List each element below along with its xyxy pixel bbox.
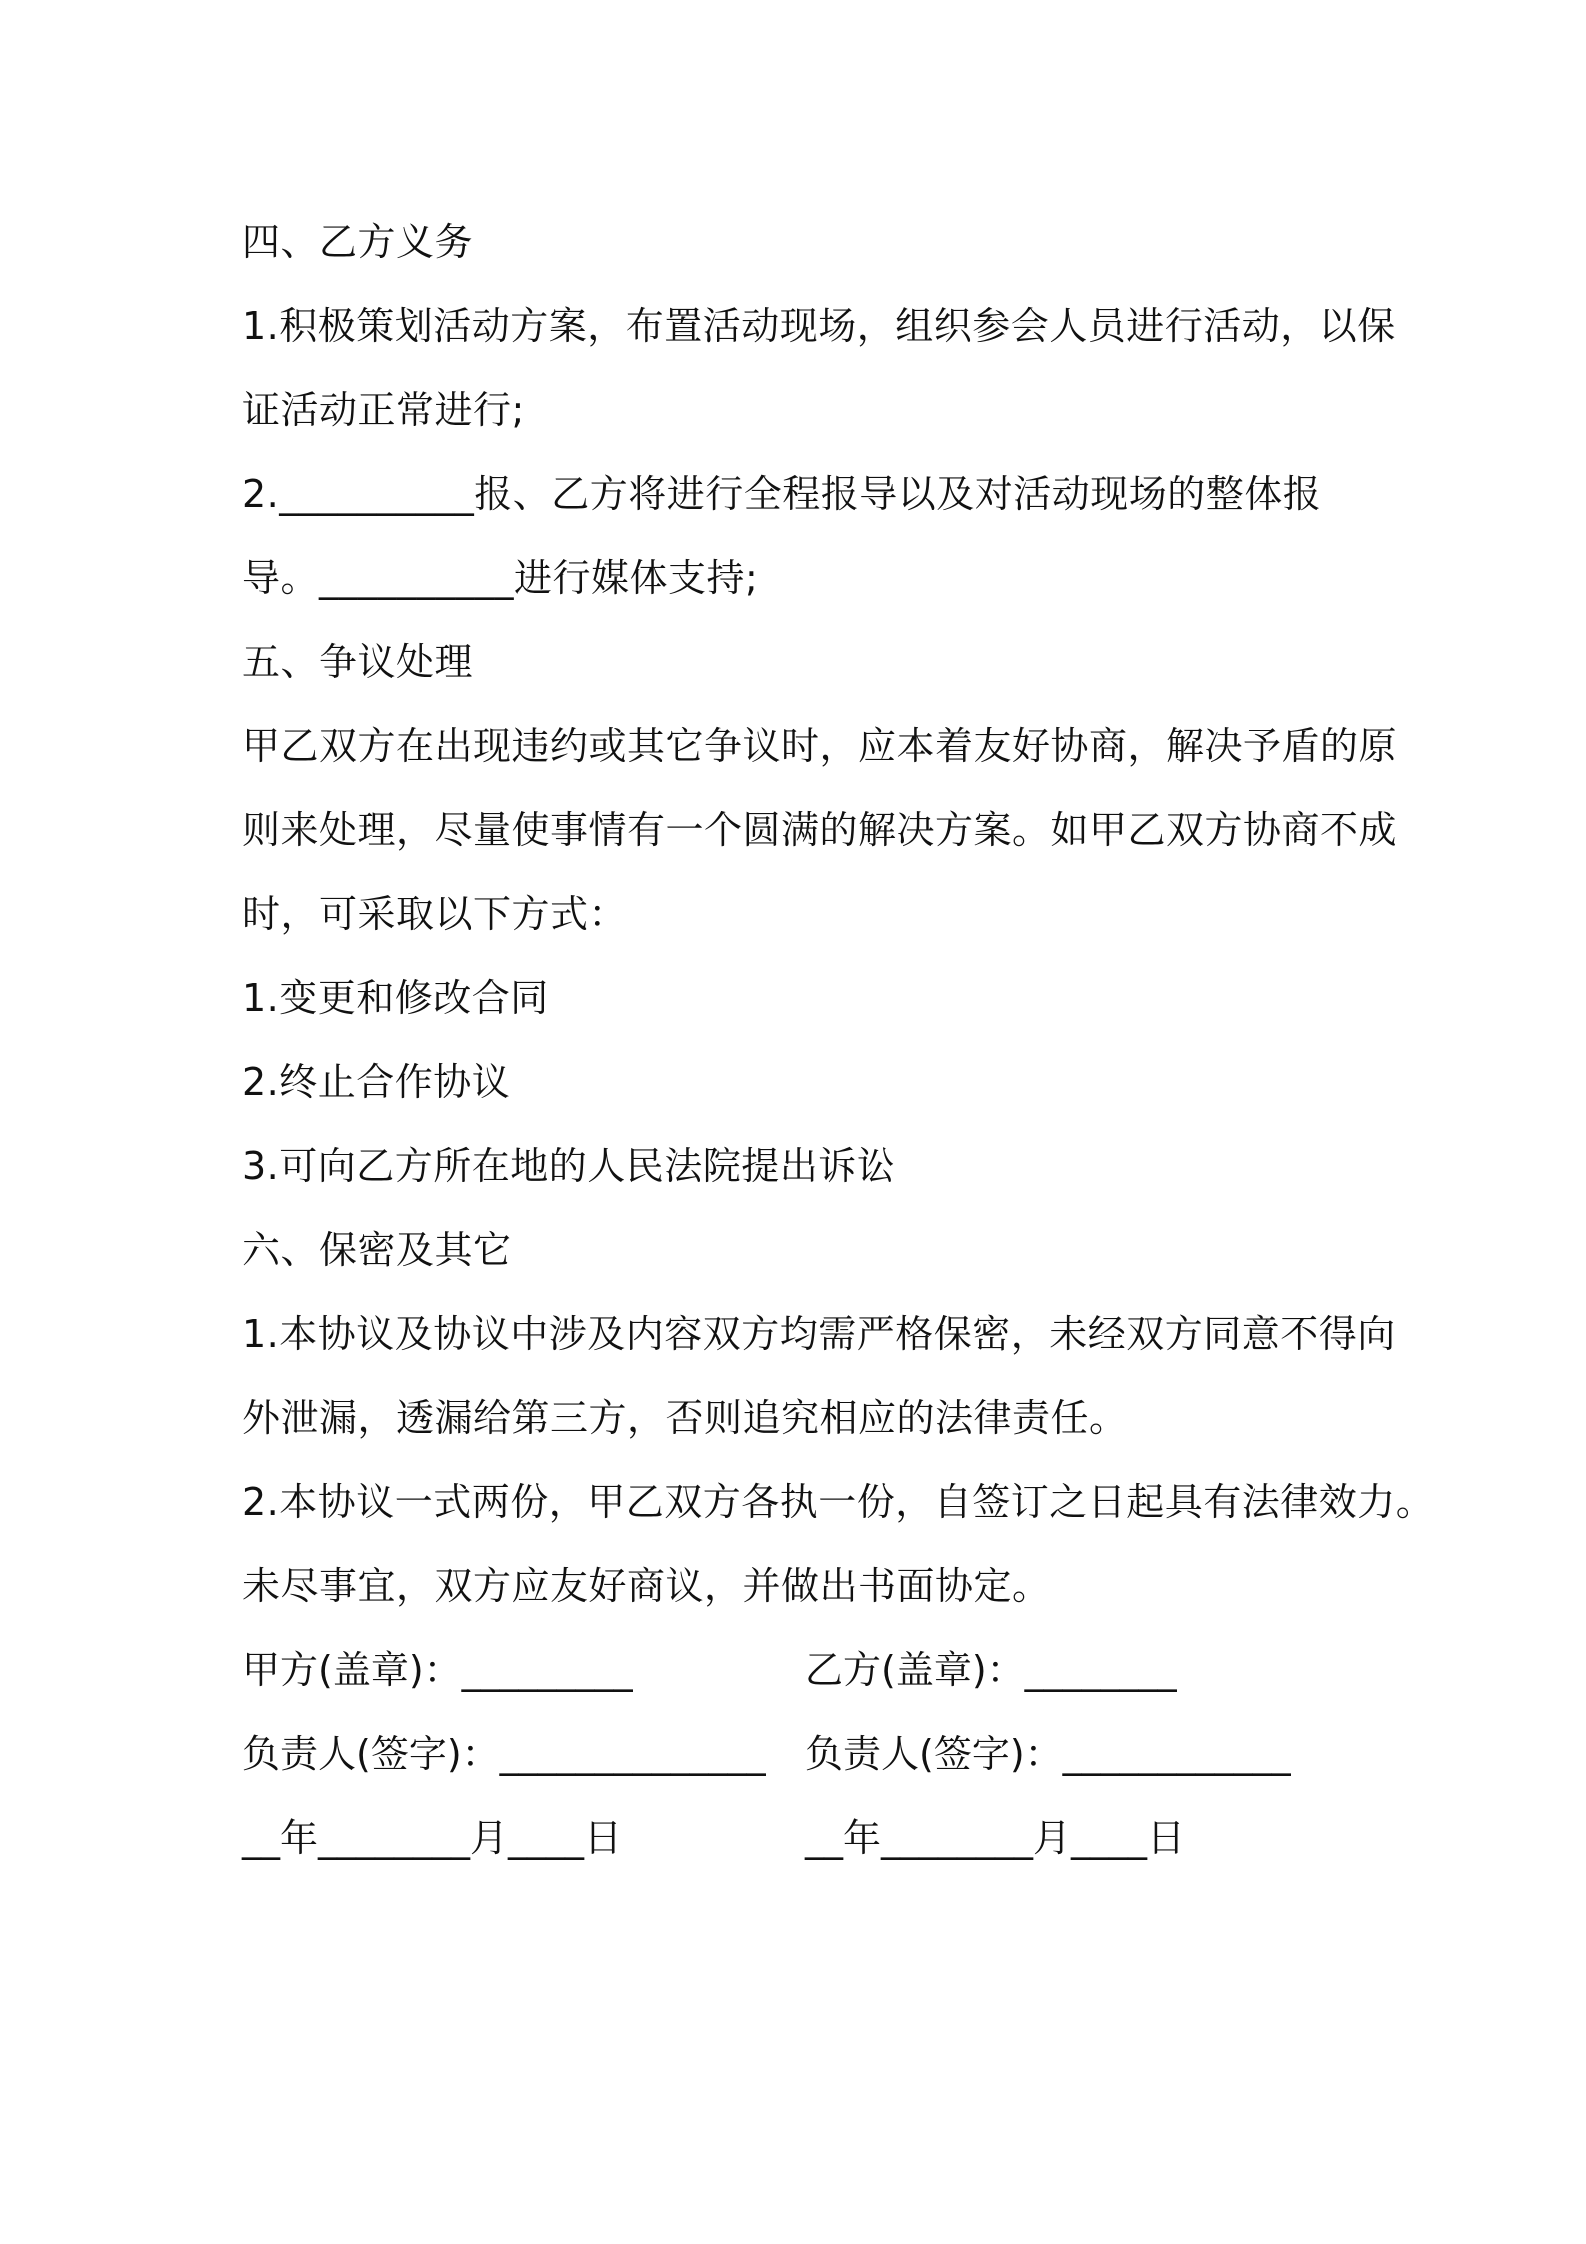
party-a-person-field: 负责人(签字)：______________ bbox=[242, 1732, 766, 1776]
section-heading: 四、乙方义务 bbox=[242, 220, 474, 264]
document-body bbox=[242, 200, 1435, 1880]
paragraph-line: 甲乙双方在出现违约或其它争议时，应本着友好协商，解决予盾的原 bbox=[242, 724, 1398, 768]
paragraph-line: 导。__________进行媒体支持; bbox=[242, 556, 759, 600]
party-a-seal-field: 甲方(盖章)：_________ bbox=[242, 1648, 633, 1692]
paragraph-line: 1.本协议及协议中涉及内容双方均需严格保密，未经双方同意不得向 bbox=[242, 1312, 1396, 1356]
party-b-seal-field: 乙方(盖章)：________ bbox=[805, 1648, 1177, 1692]
signature-row-person bbox=[242, 1712, 1362, 1796]
list-item: 2.终止合作协议 bbox=[242, 1060, 511, 1104]
paragraph-line: 未尽事宜，双方应友好商议，并做出书面协定。 bbox=[242, 1564, 1051, 1608]
paragraph-line: 外泄漏，透漏给第三方，否则追究相应的法律责任。 bbox=[242, 1396, 1128, 1440]
list-item: 1.变更和修改合同 bbox=[242, 976, 549, 1020]
signature-row-date bbox=[242, 1796, 1362, 1880]
signature-row-seal bbox=[242, 1628, 1362, 1712]
section-heading: 六、保密及其它 bbox=[242, 1228, 512, 1272]
party-b-date-field: __年________月____日 bbox=[805, 1816, 1186, 1860]
list-item: 3.可向乙方所在地的人民法院提出诉讼 bbox=[242, 1144, 896, 1188]
section-heading: 五、争议处理 bbox=[242, 640, 474, 684]
paragraph-line: 时，可采取以下方式： bbox=[242, 892, 628, 936]
party-b-person-field: 负责人(签字)：____________ bbox=[805, 1732, 1291, 1776]
paragraph-line: 1.积极策划活动方案，布置活动现场，组织参会人员进行活动，以保 bbox=[242, 304, 1396, 348]
paragraph-line: 2.本协议一式两份，甲乙双方各执一份，自签订之日起具有法律效力。 bbox=[242, 1480, 1435, 1524]
paragraph-line: 证活动正常进行; bbox=[242, 388, 525, 432]
party-a-date-field: __年________月____日 bbox=[242, 1816, 623, 1860]
paragraph-line: 则来处理，尽量使事情有一个圆满的解决方案。如甲乙双方协商不成 bbox=[242, 808, 1398, 852]
paragraph-line: 2.__________报、乙方将进行全程报导以及对活动现场的整体报 bbox=[242, 472, 1322, 516]
